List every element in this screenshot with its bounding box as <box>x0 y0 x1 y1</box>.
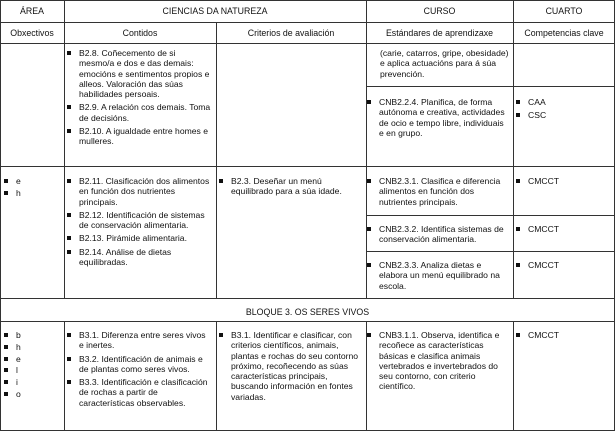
header-area: ÁREA <box>20 6 44 16</box>
table-rule <box>0 321 615 322</box>
standard-text: CNB2.3.3. Analiza dietas e elabora un menú equilibrado na escola. <box>366 260 510 291</box>
table-border-left <box>0 0 1 431</box>
objective-item: h <box>3 342 61 352</box>
row3-competence <box>515 330 611 343</box>
content-item: B3.3. Identificación e clasificación de rochas a partir de características observables. <box>66 377 212 408</box>
table-rule <box>0 298 615 299</box>
block-title: BLOQUE 3. OS SERES VIVOS <box>245 307 370 317</box>
competence-badge: CMCCT <box>515 224 611 234</box>
objective-item: e <box>3 176 61 186</box>
row2-competence-1 <box>515 176 611 189</box>
objective-item: i <box>3 377 61 387</box>
standard-text: CNB2.3.1. Clasifica e diferencia alimentos en función dos nutrientes principais. <box>366 176 510 207</box>
objective-item: b <box>3 330 61 340</box>
competence-badge: CMCCT <box>515 260 611 270</box>
standard-text: CNB3.1.1. Observa, identifica e recoñece as características básicas e clasifica animais vertebrados e invertebrados do seu contorno, con criterio científico. <box>366 330 510 392</box>
row2-competence-3 <box>515 260 611 273</box>
header-subject: CIENCIAS DA NATUREZA <box>162 6 268 16</box>
table-rule <box>64 0 65 299</box>
column-header-criteria: Criterios de avaliación <box>247 28 335 38</box>
competence-badge: CMCCT <box>515 176 611 186</box>
objective-item: e <box>3 354 61 364</box>
content-item: B2.13. Pirámide alimentaria. <box>66 233 212 243</box>
content-item: B3.2. Identificación de animais e de plantas como seres vivos. <box>66 354 212 375</box>
row2-standard-2 <box>366 224 510 248</box>
row1-contents <box>66 48 212 150</box>
header-course-value: CUARTO <box>545 6 583 16</box>
objective-item: l <box>3 365 61 375</box>
content-item: B2.11. Clasificación dos alimentos en función dos nutrientes principais. <box>66 176 212 207</box>
table-rule <box>366 0 367 299</box>
standard-text: CNB2.3.2. Identifica sistemas de conservación alimentaria. <box>366 224 510 245</box>
row3-standard <box>366 330 510 395</box>
row2-standard-1 <box>366 176 510 210</box>
column-header-standards: Estándares de aprendizaxe <box>385 28 494 38</box>
content-item: B2.8. Coñecemento de si mesmo/a e dos e das demais: emocións e sentimentos propios e alleos. Valoración das súas habilidades persoais. <box>66 48 212 99</box>
row3-contents <box>66 330 212 411</box>
table-rule <box>513 0 514 299</box>
table-rule <box>366 215 615 216</box>
row2-criterion <box>218 176 362 200</box>
standard-text: CNB2.2.4. Planifica, de forma autónoma e creativa, actividades de ocio e tempo libre, individuais e en grupo. <box>366 97 510 138</box>
content-item: B2.9. A relación cos demais. Toma de decisións. <box>66 102 212 123</box>
content-item: B3.1. Diferenza entre seres vivos e inertes. <box>66 330 212 351</box>
criterion-text: B3.1. Identificar e clasificar, con criterios científicos, animais, plantas e rochas do seu contorno próximo, recoñecendo as súas características principais, buscando información en fontes variadas. <box>218 330 362 402</box>
objective-item: o <box>3 389 61 399</box>
standard-text: (carie, catarros, gripe, obesidade) e aplica actuacións para á súa prevención. <box>380 48 509 79</box>
row1-competences <box>515 97 611 124</box>
competence-badge: CSC <box>515 110 611 120</box>
row2-contents <box>66 176 212 270</box>
row2-objectives <box>3 176 61 200</box>
competence-badge: CAA <box>515 97 611 107</box>
table-rule <box>366 86 615 87</box>
table-rule <box>0 43 615 44</box>
table-rule <box>216 321 217 431</box>
table-border-bottom <box>0 430 615 431</box>
row3-objectives <box>3 330 61 401</box>
table-rule <box>366 251 615 252</box>
table-rule <box>216 22 217 299</box>
table-rule <box>0 22 615 23</box>
table-border-top <box>0 0 615 1</box>
table-rule <box>513 321 514 431</box>
column-header-competences: Competencias clave <box>524 28 604 38</box>
row1-standard <box>366 97 510 141</box>
column-header-contents: Contidos <box>122 28 158 38</box>
row3-criterion <box>218 330 362 405</box>
column-header-objectives: Obxectivos <box>10 28 54 38</box>
content-item: B2.10. A igualdade entre homes e mulleres. <box>66 126 212 147</box>
row2-standard-3 <box>366 260 510 294</box>
criterion-text: B2.3. Deseñar un menú equilibrado para a súa idade. <box>218 176 362 197</box>
table-rule <box>0 166 615 167</box>
row1-standard-continuation <box>380 48 510 79</box>
table-rule <box>64 321 65 431</box>
content-item: B2.14. Análise de dietas equilibradas. <box>66 247 212 268</box>
row2-competence-2 <box>515 224 611 237</box>
competence-badge: CMCCT <box>515 330 611 340</box>
header-course-label: CURSO <box>423 6 456 16</box>
objective-item: h <box>3 188 61 198</box>
content-item: B2.12. Identificación de sistemas de conservación alimentaria. <box>66 210 212 231</box>
